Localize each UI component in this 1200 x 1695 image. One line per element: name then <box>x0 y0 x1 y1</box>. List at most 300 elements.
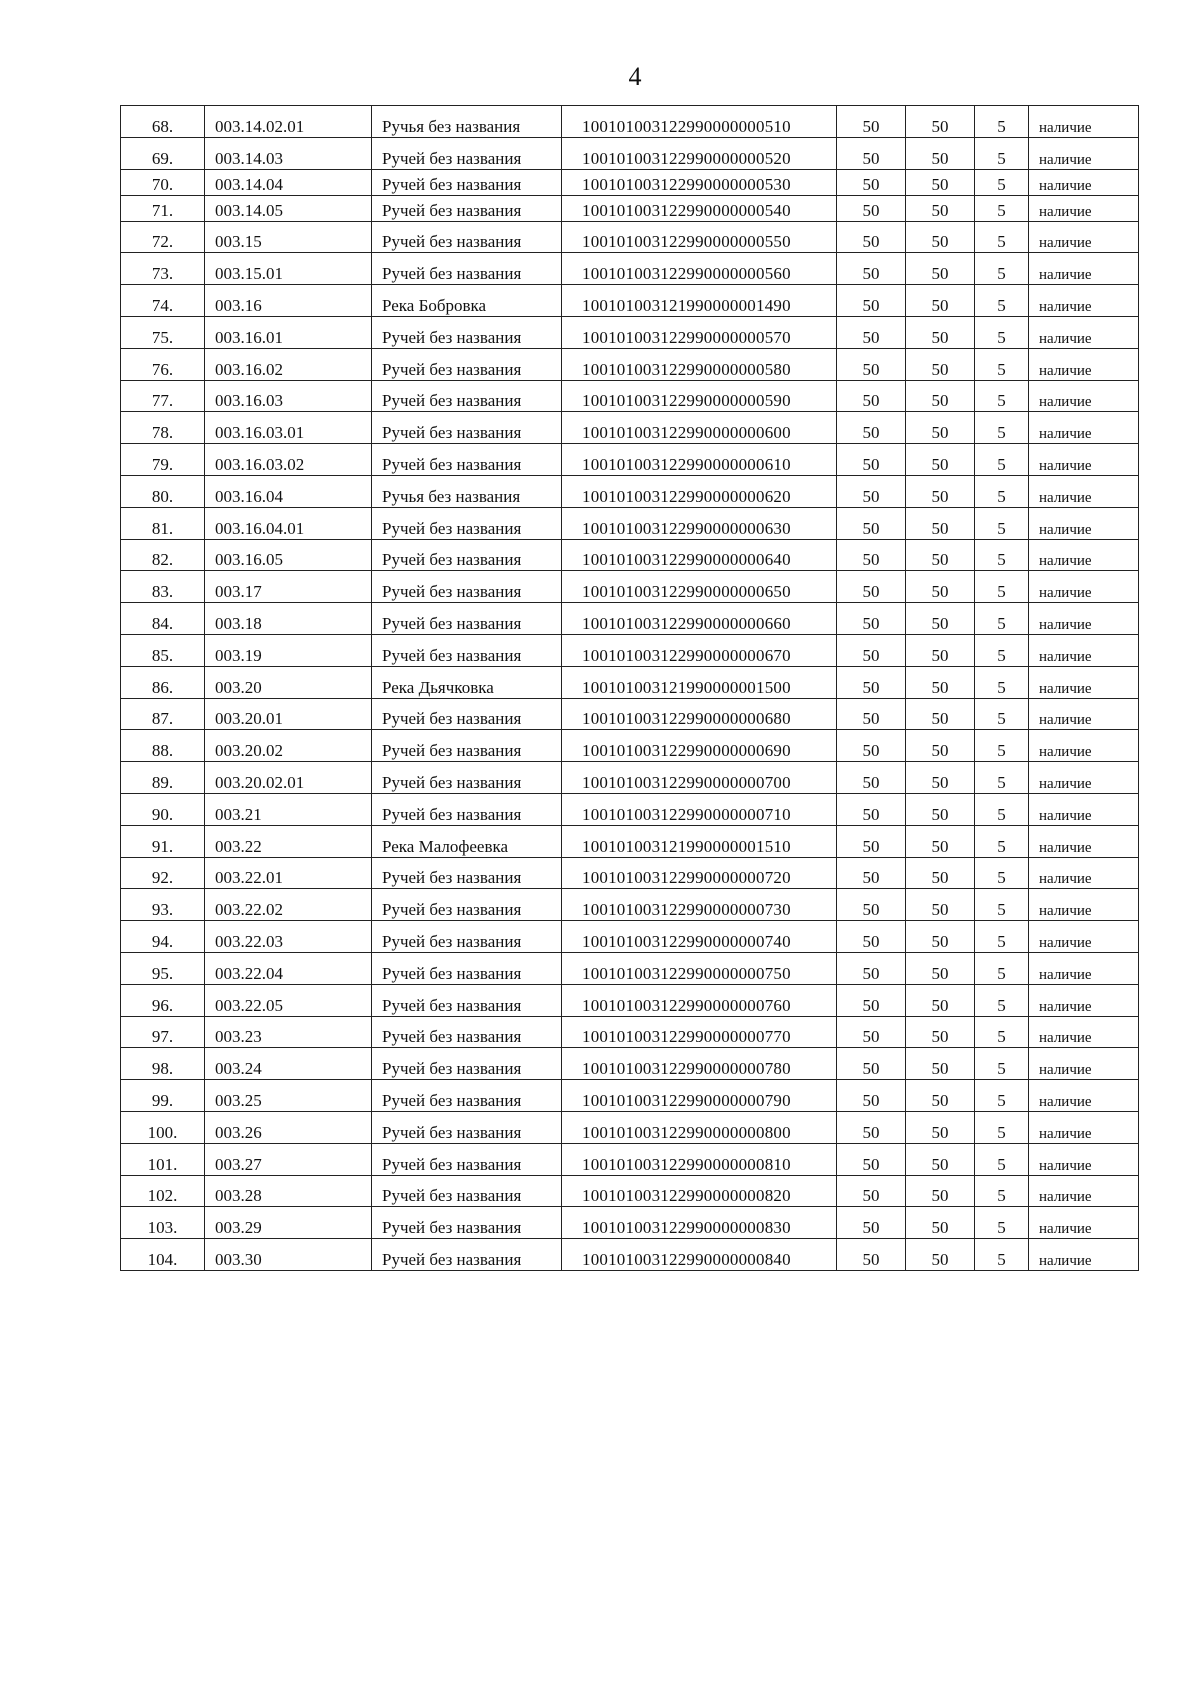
table-row <box>121 603 1139 635</box>
value-a-cell: 50 <box>837 507 906 539</box>
value-a-cell: 50 <box>837 106 906 138</box>
water-bodies-table <box>120 105 1139 1271</box>
registry-code-cell: 100101003122990000000790 <box>562 1080 837 1112</box>
status-cell: наличие <box>1029 571 1139 603</box>
row-number-cell: 97. <box>121 1016 205 1048</box>
value-a-cell: 50 <box>837 1048 906 1080</box>
row-number-cell: 93. <box>121 889 205 921</box>
value-c-cell: 5 <box>975 507 1029 539</box>
row-number-cell: 99. <box>121 1080 205 1112</box>
row-number-cell: 89. <box>121 762 205 794</box>
table-row <box>121 793 1139 825</box>
value-a-cell: 50 <box>837 857 906 889</box>
value-b-cell: 50 <box>906 539 975 571</box>
value-a-cell: 50 <box>837 825 906 857</box>
object-code-cell: 003.20.01 <box>205 698 372 730</box>
object-code-cell: 003.16.02 <box>205 348 372 380</box>
table-row <box>121 698 1139 730</box>
registry-code-cell: 100101003122990000000750 <box>562 952 837 984</box>
value-b-cell: 50 <box>906 793 975 825</box>
registry-code-cell: 100101003122990000000520 <box>562 137 837 169</box>
object-code-cell: 003.30 <box>205 1239 372 1271</box>
value-a-cell: 50 <box>837 195 906 221</box>
status-cell: наличие <box>1029 221 1139 253</box>
status-cell: наличие <box>1029 698 1139 730</box>
object-code-cell: 003.23 <box>205 1016 372 1048</box>
value-b-cell: 50 <box>906 195 975 221</box>
value-c-cell: 5 <box>975 169 1029 195</box>
value-b-cell: 50 <box>906 1080 975 1112</box>
status-cell: наличие <box>1029 137 1139 169</box>
value-c-cell: 5 <box>975 1143 1029 1175</box>
row-number-cell: 92. <box>121 857 205 889</box>
object-code-cell: 003.22.03 <box>205 921 372 953</box>
value-c-cell: 5 <box>975 539 1029 571</box>
table-row <box>121 984 1139 1016</box>
value-b-cell: 50 <box>906 698 975 730</box>
value-b-cell: 50 <box>906 571 975 603</box>
registry-code-cell: 100101003122990000000510 <box>562 106 837 138</box>
object-name-cell: Ручей без названия <box>372 730 562 762</box>
object-name-cell: Река Малофеевка <box>372 825 562 857</box>
registry-code-cell: 100101003122990000000840 <box>562 1239 837 1271</box>
value-c-cell: 5 <box>975 106 1029 138</box>
registry-code-cell: 100101003121990000001500 <box>562 666 837 698</box>
object-code-cell: 003.26 <box>205 1111 372 1143</box>
row-number-cell: 82. <box>121 539 205 571</box>
object-code-cell: 003.15.01 <box>205 253 372 285</box>
status-cell: наличие <box>1029 475 1139 507</box>
object-name-cell: Ручей без названия <box>372 1016 562 1048</box>
row-number-cell: 85. <box>121 634 205 666</box>
value-b-cell: 50 <box>906 889 975 921</box>
value-a-cell: 50 <box>837 1080 906 1112</box>
status-cell: наличие <box>1029 539 1139 571</box>
registry-code-cell: 100101003122990000000810 <box>562 1143 837 1175</box>
table-row <box>121 666 1139 698</box>
table-row <box>121 137 1139 169</box>
registry-code-cell: 100101003121990000001510 <box>562 825 837 857</box>
row-number-cell: 80. <box>121 475 205 507</box>
registry-code-cell: 100101003122990000000690 <box>562 730 837 762</box>
object-name-cell: Ручей без названия <box>372 889 562 921</box>
value-a-cell: 50 <box>837 634 906 666</box>
table-row <box>121 195 1139 221</box>
table-row <box>121 921 1139 953</box>
status-cell: наличие <box>1029 348 1139 380</box>
registry-code-cell: 100101003122990000000580 <box>562 348 837 380</box>
status-cell: наличие <box>1029 253 1139 285</box>
status-cell: наличие <box>1029 1207 1139 1239</box>
value-c-cell: 5 <box>975 1207 1029 1239</box>
row-number-cell: 69. <box>121 137 205 169</box>
object-name-cell: Ручья без названия <box>372 106 562 138</box>
status-cell: наличие <box>1029 1048 1139 1080</box>
object-code-cell: 003.21 <box>205 793 372 825</box>
table-row <box>121 762 1139 794</box>
registry-code-cell: 100101003122990000000550 <box>562 221 837 253</box>
status-cell: наличие <box>1029 1175 1139 1207</box>
status-cell: наличие <box>1029 1111 1139 1143</box>
object-code-cell: 003.22.01 <box>205 857 372 889</box>
value-a-cell: 50 <box>837 221 906 253</box>
registry-code-cell: 100101003122990000000710 <box>562 793 837 825</box>
row-number-cell: 96. <box>121 984 205 1016</box>
row-number-cell: 90. <box>121 793 205 825</box>
object-code-cell: 003.16 <box>205 285 372 317</box>
object-code-cell: 003.20.02.01 <box>205 762 372 794</box>
value-b-cell: 50 <box>906 348 975 380</box>
object-name-cell: Ручей без названия <box>372 1080 562 1112</box>
value-c-cell: 5 <box>975 253 1029 285</box>
value-b-cell: 50 <box>906 1175 975 1207</box>
value-b-cell: 50 <box>906 825 975 857</box>
object-name-cell: Ручей без названия <box>372 169 562 195</box>
value-c-cell: 5 <box>975 1239 1029 1271</box>
object-name-cell: Ручей без названия <box>372 539 562 571</box>
value-c-cell: 5 <box>975 730 1029 762</box>
value-b-cell: 50 <box>906 762 975 794</box>
table-row <box>121 1175 1139 1207</box>
row-number-cell: 103. <box>121 1207 205 1239</box>
row-number-cell: 104. <box>121 1239 205 1271</box>
value-a-cell: 50 <box>837 889 906 921</box>
table-row <box>121 444 1139 476</box>
value-a-cell: 50 <box>837 285 906 317</box>
value-a-cell: 50 <box>837 793 906 825</box>
table-row <box>121 475 1139 507</box>
table-row <box>121 634 1139 666</box>
object-name-cell: Ручей без названия <box>372 1239 562 1271</box>
table-row <box>121 571 1139 603</box>
registry-code-cell: 100101003121990000001490 <box>562 285 837 317</box>
row-number-cell: 86. <box>121 666 205 698</box>
object-code-cell: 003.16.03.02 <box>205 444 372 476</box>
row-number-cell: 94. <box>121 921 205 953</box>
object-name-cell: Ручей без названия <box>372 444 562 476</box>
status-cell: наличие <box>1029 857 1139 889</box>
value-c-cell: 5 <box>975 1111 1029 1143</box>
registry-code-cell: 100101003122990000000740 <box>562 921 837 953</box>
value-b-cell: 50 <box>906 921 975 953</box>
row-number-cell: 76. <box>121 348 205 380</box>
registry-code-cell: 100101003122990000000760 <box>562 984 837 1016</box>
value-c-cell: 5 <box>975 348 1029 380</box>
status-cell: наличие <box>1029 793 1139 825</box>
value-a-cell: 50 <box>837 571 906 603</box>
object-name-cell: Ручей без названия <box>372 1175 562 1207</box>
registry-code-cell: 100101003122990000000700 <box>562 762 837 794</box>
value-a-cell: 50 <box>837 1175 906 1207</box>
value-c-cell: 5 <box>975 1016 1029 1048</box>
row-number-cell: 71. <box>121 195 205 221</box>
value-c-cell: 5 <box>975 285 1029 317</box>
object-code-cell: 003.16.03 <box>205 380 372 412</box>
registry-code-cell: 100101003122990000000680 <box>562 698 837 730</box>
status-cell: наличие <box>1029 825 1139 857</box>
value-a-cell: 50 <box>837 539 906 571</box>
status-cell: наличие <box>1029 762 1139 794</box>
value-c-cell: 5 <box>975 889 1029 921</box>
value-a-cell: 50 <box>837 169 906 195</box>
registry-code-cell: 100101003122990000000780 <box>562 1048 837 1080</box>
object-code-cell: 003.14.05 <box>205 195 372 221</box>
value-a-cell: 50 <box>837 137 906 169</box>
value-c-cell: 5 <box>975 221 1029 253</box>
value-c-cell: 5 <box>975 475 1029 507</box>
row-number-cell: 68. <box>121 106 205 138</box>
status-cell: наличие <box>1029 952 1139 984</box>
status-cell: наличие <box>1029 666 1139 698</box>
object-code-cell: 003.16.01 <box>205 316 372 348</box>
object-code-cell: 003.14.02.01 <box>205 106 372 138</box>
status-cell: наличие <box>1029 169 1139 195</box>
object-name-cell: Ручей без названия <box>372 195 562 221</box>
row-number-cell: 87. <box>121 698 205 730</box>
object-name-cell: Ручей без названия <box>372 634 562 666</box>
value-b-cell: 50 <box>906 666 975 698</box>
object-name-cell: Ручей без названия <box>372 571 562 603</box>
object-code-cell: 003.22.02 <box>205 889 372 921</box>
value-c-cell: 5 <box>975 571 1029 603</box>
registry-code-cell: 100101003122990000000570 <box>562 316 837 348</box>
row-number-cell: 88. <box>121 730 205 762</box>
value-c-cell: 5 <box>975 603 1029 635</box>
value-a-cell: 50 <box>837 1239 906 1271</box>
value-c-cell: 5 <box>975 137 1029 169</box>
object-code-cell: 003.14.04 <box>205 169 372 195</box>
row-number-cell: 72. <box>121 221 205 253</box>
value-c-cell: 5 <box>975 762 1029 794</box>
object-code-cell: 003.27 <box>205 1143 372 1175</box>
registry-code-cell: 100101003122990000000630 <box>562 507 837 539</box>
value-b-cell: 50 <box>906 1016 975 1048</box>
registry-code-cell: 100101003122990000000600 <box>562 412 837 444</box>
row-number-cell: 70. <box>121 169 205 195</box>
value-c-cell: 5 <box>975 316 1029 348</box>
value-b-cell: 50 <box>906 1143 975 1175</box>
object-code-cell: 003.16.04 <box>205 475 372 507</box>
value-b-cell: 50 <box>906 253 975 285</box>
value-a-cell: 50 <box>837 984 906 1016</box>
registry-code-cell: 100101003122990000000590 <box>562 380 837 412</box>
status-cell: наличие <box>1029 984 1139 1016</box>
value-b-cell: 50 <box>906 137 975 169</box>
value-b-cell: 50 <box>906 857 975 889</box>
registry-code-cell: 100101003122990000000560 <box>562 253 837 285</box>
row-number-cell: 81. <box>121 507 205 539</box>
table-row <box>121 169 1139 195</box>
value-c-cell: 5 <box>975 1048 1029 1080</box>
table-row <box>121 1111 1139 1143</box>
status-cell: наличие <box>1029 195 1139 221</box>
status-cell: наличие <box>1029 1016 1139 1048</box>
object-name-cell: Ручья без названия <box>372 475 562 507</box>
row-number-cell: 78. <box>121 412 205 444</box>
object-name-cell: Ручей без названия <box>372 137 562 169</box>
value-b-cell: 50 <box>906 380 975 412</box>
value-b-cell: 50 <box>906 1207 975 1239</box>
registry-code-cell: 100101003122990000000830 <box>562 1207 837 1239</box>
registry-code-cell: 100101003122990000000730 <box>562 889 837 921</box>
value-b-cell: 50 <box>906 634 975 666</box>
table-row <box>121 253 1139 285</box>
value-c-cell: 5 <box>975 1080 1029 1112</box>
row-number-cell: 77. <box>121 380 205 412</box>
value-c-cell: 5 <box>975 698 1029 730</box>
value-a-cell: 50 <box>837 253 906 285</box>
value-b-cell: 50 <box>906 285 975 317</box>
object-code-cell: 003.18 <box>205 603 372 635</box>
row-number-cell: 75. <box>121 316 205 348</box>
value-c-cell: 5 <box>975 412 1029 444</box>
object-name-cell: Ручей без названия <box>372 316 562 348</box>
value-b-cell: 50 <box>906 412 975 444</box>
table-row <box>121 1016 1139 1048</box>
registry-code-cell: 100101003122990000000820 <box>562 1175 837 1207</box>
page-number: 4 <box>628 62 642 91</box>
table-row <box>121 1239 1139 1271</box>
object-name-cell: Ручей без названия <box>372 762 562 794</box>
value-c-cell: 5 <box>975 984 1029 1016</box>
row-number-cell: 83. <box>121 571 205 603</box>
value-b-cell: 50 <box>906 444 975 476</box>
status-cell: наличие <box>1029 444 1139 476</box>
object-code-cell: 003.22.04 <box>205 952 372 984</box>
registry-code-cell: 100101003122990000000610 <box>562 444 837 476</box>
value-b-cell: 50 <box>906 952 975 984</box>
row-number-cell: 100. <box>121 1111 205 1143</box>
value-a-cell: 50 <box>837 348 906 380</box>
value-c-cell: 5 <box>975 444 1029 476</box>
status-cell: наличие <box>1029 507 1139 539</box>
value-b-cell: 50 <box>906 316 975 348</box>
value-c-cell: 5 <box>975 857 1029 889</box>
value-c-cell: 5 <box>975 952 1029 984</box>
row-number-cell: 73. <box>121 253 205 285</box>
value-b-cell: 50 <box>906 221 975 253</box>
value-b-cell: 50 <box>906 1048 975 1080</box>
object-code-cell: 003.20 <box>205 666 372 698</box>
value-b-cell: 50 <box>906 507 975 539</box>
registry-code-cell: 100101003122990000000670 <box>562 634 837 666</box>
row-number-cell: 84. <box>121 603 205 635</box>
value-c-cell: 5 <box>975 195 1029 221</box>
row-number-cell: 98. <box>121 1048 205 1080</box>
object-code-cell: 003.28 <box>205 1175 372 1207</box>
row-number-cell: 79. <box>121 444 205 476</box>
object-name-cell: Ручей без названия <box>372 984 562 1016</box>
value-a-cell: 50 <box>837 380 906 412</box>
object-code-cell: 003.16.04.01 <box>205 507 372 539</box>
object-name-cell: Река Дьячковка <box>372 666 562 698</box>
object-name-cell: Ручей без названия <box>372 603 562 635</box>
status-cell: наличие <box>1029 1080 1139 1112</box>
row-number-cell: 74. <box>121 285 205 317</box>
object-name-cell: Ручей без названия <box>372 857 562 889</box>
table-body <box>121 106 1139 1271</box>
object-name-cell: Ручей без названия <box>372 952 562 984</box>
value-b-cell: 50 <box>906 603 975 635</box>
table-row <box>121 1207 1139 1239</box>
registry-code-cell: 100101003122990000000720 <box>562 857 837 889</box>
value-c-cell: 5 <box>975 666 1029 698</box>
object-name-cell: Ручей без названия <box>372 1143 562 1175</box>
status-cell: наличие <box>1029 889 1139 921</box>
object-name-cell: Ручей без названия <box>372 1111 562 1143</box>
value-c-cell: 5 <box>975 825 1029 857</box>
status-cell: наличие <box>1029 603 1139 635</box>
value-a-cell: 50 <box>837 666 906 698</box>
object-code-cell: 003.29 <box>205 1207 372 1239</box>
value-c-cell: 5 <box>975 380 1029 412</box>
value-c-cell: 5 <box>975 1175 1029 1207</box>
value-c-cell: 5 <box>975 793 1029 825</box>
value-a-cell: 50 <box>837 603 906 635</box>
value-c-cell: 5 <box>975 921 1029 953</box>
value-a-cell: 50 <box>837 762 906 794</box>
table-row <box>121 889 1139 921</box>
table-row <box>121 857 1139 889</box>
value-a-cell: 50 <box>837 952 906 984</box>
table-row <box>121 106 1139 138</box>
table-row <box>121 380 1139 412</box>
status-cell: наличие <box>1029 316 1139 348</box>
row-number-cell: 101. <box>121 1143 205 1175</box>
value-b-cell: 50 <box>906 475 975 507</box>
value-b-cell: 50 <box>906 730 975 762</box>
table-row <box>121 412 1139 444</box>
value-a-cell: 50 <box>837 1143 906 1175</box>
object-code-cell: 003.25 <box>205 1080 372 1112</box>
value-b-cell: 50 <box>906 106 975 138</box>
value-a-cell: 50 <box>837 444 906 476</box>
object-code-cell: 003.14.03 <box>205 137 372 169</box>
value-a-cell: 50 <box>837 1207 906 1239</box>
object-code-cell: 003.24 <box>205 1048 372 1080</box>
object-code-cell: 003.15 <box>205 221 372 253</box>
registry-code-cell: 100101003122990000000770 <box>562 1016 837 1048</box>
value-a-cell: 50 <box>837 475 906 507</box>
registry-code-cell: 100101003122990000000800 <box>562 1111 837 1143</box>
value-a-cell: 50 <box>837 1111 906 1143</box>
value-a-cell: 50 <box>837 412 906 444</box>
registry-code-cell: 100101003122990000000640 <box>562 539 837 571</box>
object-code-cell: 003.16.03.01 <box>205 412 372 444</box>
value-a-cell: 50 <box>837 730 906 762</box>
value-b-cell: 50 <box>906 984 975 1016</box>
registry-code-cell: 100101003122990000000660 <box>562 603 837 635</box>
value-a-cell: 50 <box>837 1016 906 1048</box>
status-cell: наличие <box>1029 730 1139 762</box>
table-row <box>121 348 1139 380</box>
object-name-cell: Ручей без названия <box>372 1048 562 1080</box>
object-code-cell: 003.16.05 <box>205 539 372 571</box>
table-row <box>121 1143 1139 1175</box>
object-name-cell: Ручей без названия <box>372 380 562 412</box>
table-row <box>121 952 1139 984</box>
object-code-cell: 003.20.02 <box>205 730 372 762</box>
row-number-cell: 91. <box>121 825 205 857</box>
registry-code-cell: 100101003122990000000650 <box>562 571 837 603</box>
status-cell: наличие <box>1029 106 1139 138</box>
registry-code-cell: 100101003122990000000530 <box>562 169 837 195</box>
table-row <box>121 1080 1139 1112</box>
value-a-cell: 50 <box>837 316 906 348</box>
status-cell: наличие <box>1029 634 1139 666</box>
registry-code-cell: 100101003122990000000540 <box>562 195 837 221</box>
row-number-cell: 95. <box>121 952 205 984</box>
